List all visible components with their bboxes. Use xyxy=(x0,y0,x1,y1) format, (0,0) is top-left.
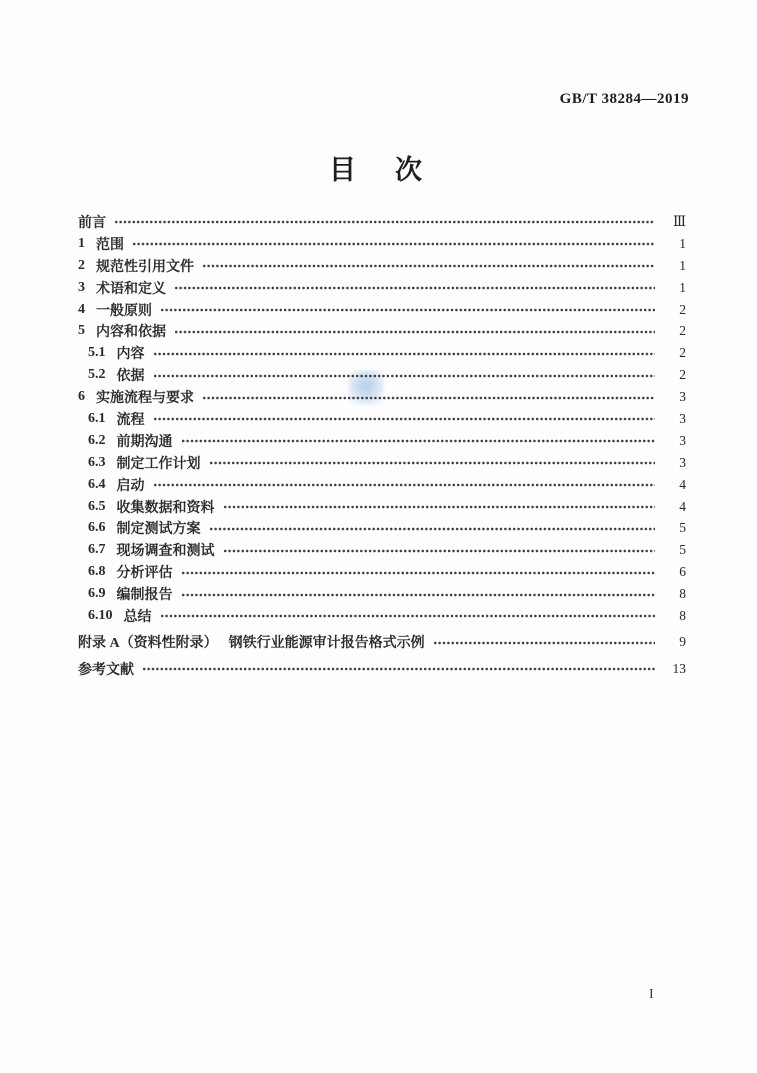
dot-leader xyxy=(154,374,656,378)
toc-entry xyxy=(78,583,686,605)
dot-leader xyxy=(143,667,655,671)
toc-entry-number: 5 xyxy=(78,323,85,339)
toc-entry xyxy=(78,561,686,583)
dot-leader xyxy=(133,242,655,246)
dot-leader xyxy=(175,330,655,334)
toc-entry-number: 5.1 xyxy=(88,345,106,361)
toc-entry-page: Ⅲ xyxy=(672,213,686,229)
toc-entry-label: 范围 xyxy=(96,237,124,253)
toc-entry-label: 总结 xyxy=(123,609,152,625)
toc-entry xyxy=(78,496,686,518)
toc-entry-page: 2 xyxy=(679,345,686,361)
toc-entry-label: 依据 xyxy=(116,369,145,385)
toc-entry xyxy=(78,539,686,561)
folio-page-number: I xyxy=(649,987,654,1002)
dot-leader xyxy=(154,352,656,356)
dot-leader xyxy=(203,264,655,268)
toc-entry-page: 3 xyxy=(679,454,686,470)
toc-entry xyxy=(78,320,686,342)
toc-entry-page: 13 xyxy=(672,660,686,676)
dot-leader xyxy=(224,549,656,553)
toc-entry-label: 实施流程与要求 xyxy=(96,391,194,407)
toc-entry-number: 6.7 xyxy=(88,542,106,558)
toc-entry xyxy=(78,211,686,233)
toc-entry-number: 2 xyxy=(78,257,85,273)
toc-list xyxy=(78,211,686,680)
toc-entry-number: 6.5 xyxy=(88,498,106,514)
toc-entry-label: 制定测试方案 xyxy=(116,522,201,538)
toc-entry-page: 1 xyxy=(679,279,686,295)
toc-entry-number: 6.1 xyxy=(88,410,106,426)
dot-leader xyxy=(210,461,656,465)
page-title: 目 次 xyxy=(329,155,428,185)
toc-entry-label: 内容和依据 xyxy=(96,325,166,341)
toc-entry-page: 6 xyxy=(679,564,686,580)
dot-leader xyxy=(182,571,656,575)
dot-leader xyxy=(154,417,656,421)
toc-entry xyxy=(78,631,686,653)
toc-entry-page: 1 xyxy=(679,257,686,273)
toc-entry-label: 收集数据和资料 xyxy=(116,500,215,516)
toc-entry-label: 规范性引用文件 xyxy=(96,259,194,275)
toc-entry-label: 前言 xyxy=(78,215,106,231)
toc-entry-page: 1 xyxy=(679,235,686,251)
toc-entry-page: 5 xyxy=(679,542,686,558)
dot-leader xyxy=(161,308,655,312)
toc-entry-page: 8 xyxy=(679,586,686,602)
toc-entry-page: 3 xyxy=(679,432,686,448)
dot-leader xyxy=(182,439,656,443)
toc-entry-number: 6.9 xyxy=(88,586,106,602)
standard-code: GB/T 38284—2019 xyxy=(559,91,689,107)
dot-leader xyxy=(115,220,655,224)
toc-entry xyxy=(78,517,686,539)
toc-entry-number: 6.8 xyxy=(88,564,106,580)
toc-entry-page: 2 xyxy=(679,323,686,339)
dot-leader xyxy=(224,505,656,509)
toc-entry-label: 术语和定义 xyxy=(96,281,166,297)
toc-entry xyxy=(78,430,686,452)
toc-entry-number: 6 xyxy=(78,389,85,405)
toc-entry-label: 内容 xyxy=(116,347,145,363)
toc-entry-label: 编制报告 xyxy=(116,588,173,604)
toc-entry-label: 现场调查和测试 xyxy=(116,544,215,560)
dot-leader xyxy=(175,286,655,290)
toc-entry-page: 4 xyxy=(679,476,686,492)
toc-entry-number: 附录 A（资料性附录） xyxy=(78,636,218,652)
toc-entry xyxy=(78,233,686,255)
dot-leader xyxy=(161,614,656,618)
toc-entry-number: 6.2 xyxy=(88,432,106,448)
toc-entry-label: 分析评估 xyxy=(116,566,173,582)
toc-entry-page: 3 xyxy=(679,410,686,426)
toc-entry-number: 5.2 xyxy=(88,367,106,383)
toc-entry-number: 6.10 xyxy=(88,607,113,623)
toc-entry-page: 2 xyxy=(679,367,686,383)
toc-entry-label: 启动 xyxy=(116,478,145,494)
toc-entry-number: 6.3 xyxy=(88,454,106,470)
toc-entry xyxy=(78,408,686,430)
toc-entry-label: 参考文献 xyxy=(78,662,134,678)
toc-entry xyxy=(78,342,686,364)
dot-leader xyxy=(203,396,655,400)
toc-entry-page: 3 xyxy=(679,389,686,405)
toc-entry-number: 1 xyxy=(78,235,85,251)
toc-entry-number: 6.6 xyxy=(88,520,106,536)
toc-entry-page: 4 xyxy=(679,498,686,514)
toc-entry-number: 4 xyxy=(78,301,85,317)
toc-entry xyxy=(78,386,686,408)
toc-entry-label: 制定工作计划 xyxy=(116,456,201,472)
dot-leader xyxy=(154,483,656,487)
toc-entry-page: 9 xyxy=(679,634,686,650)
toc-entry-page: 5 xyxy=(679,520,686,536)
toc-entry xyxy=(78,474,686,496)
toc-entry-page: 8 xyxy=(679,607,686,623)
toc-entry-label: 钢铁行业能源审计报告格式示例 xyxy=(228,636,425,652)
dot-leader xyxy=(210,527,656,531)
toc-entry-label: 流程 xyxy=(116,412,145,428)
toc-entry xyxy=(78,277,686,299)
dot-leader xyxy=(182,593,656,597)
toc-entry-page: 2 xyxy=(679,301,686,317)
toc-entry xyxy=(78,255,686,277)
dot-leader xyxy=(434,641,655,645)
toc-entry xyxy=(78,299,686,321)
toc-entry-number: 6.4 xyxy=(88,476,106,492)
toc-entry-label: 一般原则 xyxy=(96,303,152,319)
toc-entry-number: 3 xyxy=(78,279,85,295)
toc-entry-label: 前期沟通 xyxy=(116,434,173,450)
toc-entry xyxy=(78,452,686,474)
toc-entry xyxy=(78,605,686,627)
toc-entry xyxy=(78,364,686,386)
toc-entry xyxy=(78,658,686,680)
